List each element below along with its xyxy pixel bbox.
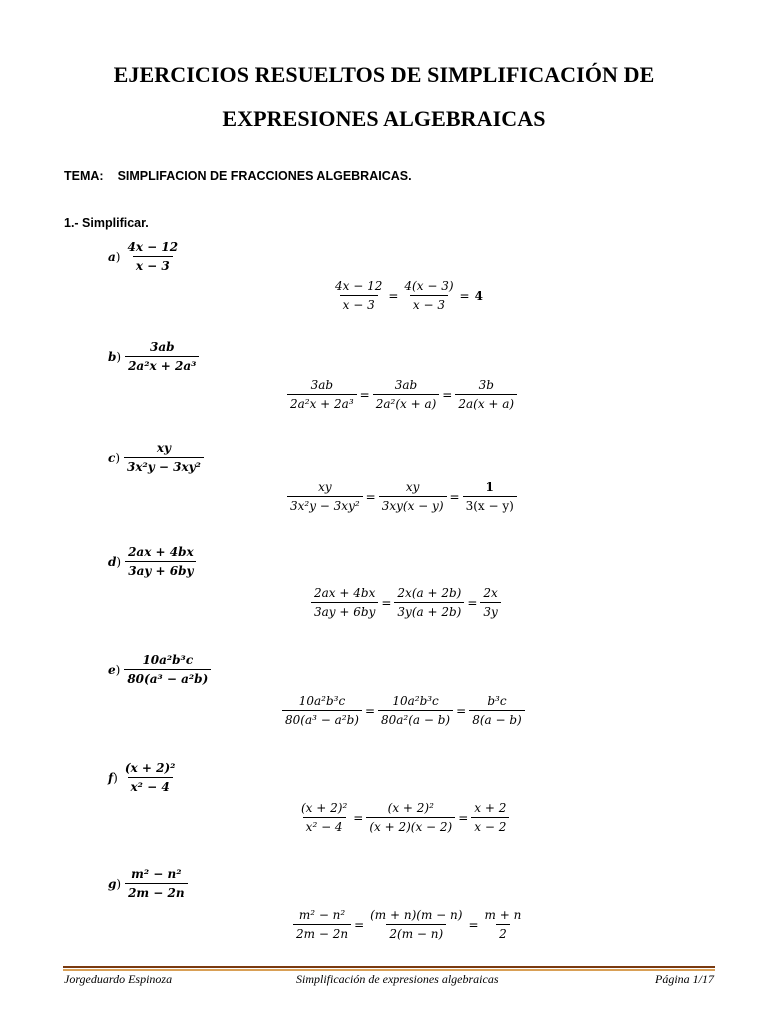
solution-step: $\frac{\text{10a²b³c}}{\text{80a²(a − b)}}$ — [378, 694, 453, 727]
solution-step: $\frac{(m + n)(m - n)}{2(m - n)}$ — [370, 908, 463, 941]
solution-step: $\frac{2x(a + 2b)}{3y(a + 2b)}$ — [394, 586, 464, 619]
footer-subject: Simplificación de expresiones algebraicas — [296, 972, 499, 986]
exercise-g-solution: $\frac{\text{m² − n²}}{2m - 2n}$ = $\frac{(m + n)(m - n)}{2(m - n)}$ = $\frac{m + n}{2}$ — [293, 908, 524, 941]
exercise-g-problem — [108, 867, 188, 900]
solution-step: $\frac{\text{10a²b³c}}{\text{80(a³ − a²b)}}$ — [282, 694, 362, 727]
exercise-c-solution: $\frac{xy}{\text{3x²y − 3xy²}}$ = $\frac{xy}{3xy(x - y)}$ = $\frac{1}{3(x - y)}$ — [287, 480, 517, 513]
solution-result: 4 — [474, 288, 483, 303]
solution-step: $\frac{x + 2}{x - 2}$ — [471, 801, 509, 834]
exercise-c-problem — [108, 441, 204, 474]
exercise-d-problem — [108, 545, 197, 578]
exercise-b-solution: $\frac{3ab}{\text{2a²x + 2a³}}$ = $\frac{3ab}{\text{2a²(x + a)}}$ = $\frac{3b}{2a(x + a)}$ — [287, 378, 517, 411]
exercise-f-solution: $\frac{\text{(x + 2)²}}{\text{x² − 4}}$ = $\frac{\text{(x + 2)²}}{(x + 2)(x - 2)}$ = $\frac{x + 2}{x - 2}$ — [298, 801, 509, 834]
exercise-a-solution: $\frac{4x - 12}{x - 3}$ = $\frac{4(x - 3)}{x - 3}$ = 4 — [332, 279, 483, 312]
solution-step: $\frac{3b}{2a(x + a)}$ — [455, 378, 517, 411]
footer-page-number: Página 1/17 — [655, 972, 714, 986]
problem-fraction: $\frac{xy}{\text{3x²y − 3xy²}}$ — [124, 441, 204, 474]
solution-step: $\frac{\text{(x + 2)²}}{(x + 2)(x - 2)}$ — [366, 801, 455, 834]
problem-fraction: $\frac{3ab}{\text{2a²x + 2a³}}$ — [125, 340, 199, 373]
exercise-b-problem — [108, 340, 199, 373]
topic-line — [64, 169, 412, 183]
exercise-letter: a) — [108, 249, 121, 264]
solution-step: $\frac{3ab}{\text{2a²(x + a)}}$ — [373, 378, 440, 411]
problem-fraction: $\frac{\text{(x + 2)²}}{\text{x² − 4}}$ — [124, 761, 176, 794]
problem-fraction: $\frac{\text{10a²b³c}}{\text{80(a³ − a²b)}}$ — [124, 653, 211, 686]
exercise-letter: g) — [108, 876, 122, 891]
solution-step: $\frac{2ax + 4bx}{3ay + 6by}$ — [311, 586, 378, 619]
footer-divider-light — [63, 969, 715, 971]
problem-fraction: $\frac{2ax + 4bx}{3ay + 6by}$ — [125, 545, 197, 578]
exercise-letter: e) — [108, 662, 121, 677]
topic-text: SIMPLIFACION DE FRACCIONES ALGEBRAICAS. — [117, 169, 412, 183]
solution-step: $\frac{xy}{\text{3x²y − 3xy²}}$ — [287, 480, 363, 513]
exercise-a-problem — [108, 240, 181, 273]
exercise-d-solution: $\frac{2ax + 4bx}{3ay + 6by}$ = $\frac{2x(a + 2b)}{3y(a + 2b)}$ = $\frac{2x}{3y}$ — [311, 586, 501, 619]
solution-step: $\frac{m + n}{2}$ — [484, 908, 522, 941]
solution-step: $\frac{\text{(x + 2)²}}{\text{x² − 4}}$ — [301, 801, 348, 834]
exercise-instruction: 1.- Simplificar. — [64, 216, 149, 230]
exercise-letter: b) — [108, 349, 122, 364]
exercise-e-problem — [108, 653, 211, 686]
exercise-letter: d) — [108, 554, 122, 569]
exercise-letter: f) — [108, 770, 118, 785]
solution-step: $\frac{\text{b³c}}{8(a - b)}$ — [469, 694, 525, 727]
solution-step: $\frac{4x - 12}{x - 3}$ — [335, 279, 383, 312]
exercise-f-problem — [108, 761, 178, 794]
problem-fraction: $\frac{4x - 12}{x - 3}$ — [127, 240, 179, 273]
page-title-line-1: EJERCICIOS RESUELTOS DE SIMPLIFICACIÓN DE — [113, 62, 655, 87]
solution-step: $\frac{2x}{3y}$ — [480, 586, 500, 619]
solution-step: $\frac{4(x - 3)}{x - 3}$ — [404, 279, 454, 312]
exercise-e-solution: $\frac{\text{10a²b³c}}{\text{80(a³ − a²b)}}$ = $\frac{\text{10a²b³c}}{\text{80a²(a − b)}}$ = $\frac{\text{b³c}}{8(a - b)}$ — [282, 694, 525, 727]
exercise-letter: c) — [108, 450, 120, 465]
solution-step: $\frac{\text{m² − n²}}{2m - 2n}$ — [293, 908, 351, 941]
problem-fraction: $\frac{\text{m² − n²}}{2m - 2n}$ — [125, 867, 188, 900]
footer-author: Jorgeduardo Espinoza — [64, 972, 173, 986]
page-title-line-2: EXPRESIONES ALGEBRAICAS — [222, 106, 546, 131]
footer-divider-dark — [63, 966, 715, 968]
solution-step: $\frac{1}{3(x - y)}$ — [463, 480, 517, 513]
solution-step: $\frac{xy}{3xy(x - y)}$ — [379, 480, 447, 513]
solution-step: $\frac{3ab}{\text{2a²x + 2a³}}$ — [287, 378, 357, 411]
topic-label: TEMA: — [64, 169, 104, 183]
